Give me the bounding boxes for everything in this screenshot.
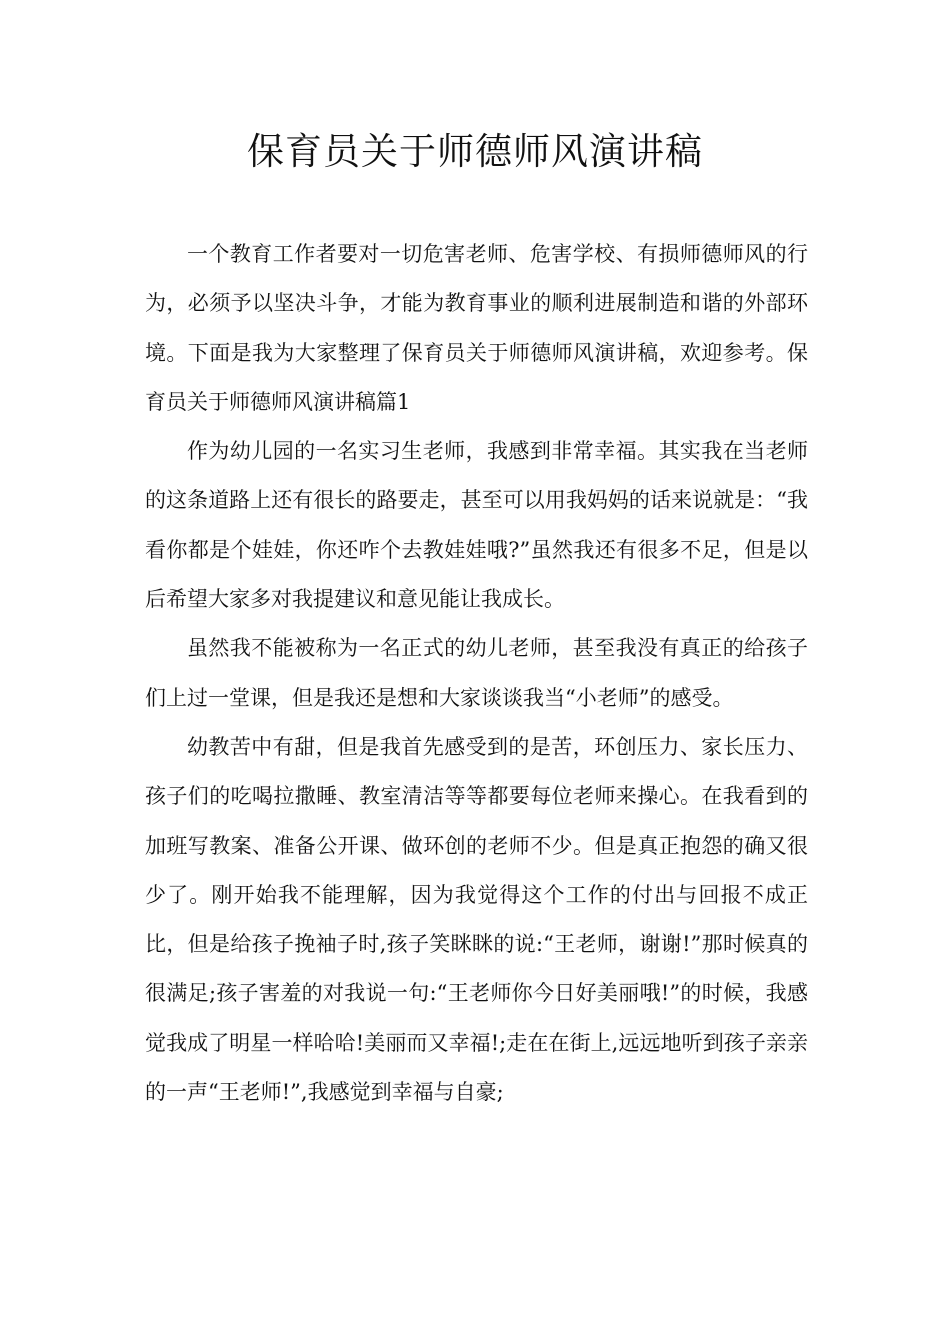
paragraph-1: 一个教育工作者要对一切危害老师、危害学校、有损师德师风的行为，必须予以坚决斗争，才能为教育事业的顺利进展制造和谐的外部环境。下面是我为大家整理了保育员关于师德师风演讲稿，欢迎参考。保育员关于师德师风演讲稿篇1 (145, 242, 808, 414)
paragraph-3: 虽然我不能被称为一名正式的幼儿老师，甚至我没有真正的给孩子们上过一堂课，但是我还是想和大家谈谈我当“小老师”的感受。 (145, 636, 808, 710)
paragraph-2: 作为幼儿园的一名实习生老师，我感到非常幸福。其实我在当老师的这条道路上还有很长的路要走，甚至可以用我妈妈的话来说就是：“我看你都是个娃娃，你还咋个去教娃娃哦?”虽然我还有很多不足，但是以后希望大家多对我提建议和意见能让我成长。 (145, 439, 808, 612)
paragraph-4: 幼教苦中有甜，但是我首先感受到的是苦，环创压力、家长压力、孩子们的吃喝拉撒睡、教室清洁等等都要每位老师来操心。在我看到的加班写教案、准备公开课、做环创的老师不少。但是真正抱怨的确又很少了。刚开始我不能理解，因为我觉得这个工作的付出与回报不成正比，但是给孩子挽袖子时,孩子笑眯眯的说:“王老师，谢谢!”那时候真的很满足;孩子害羞的对我说一句:“王老师你今日好美丽哦!”的时候，我感觉我成了明星一样哈哈!美丽而又幸福!;走在在街上,远远地听到孩子亲亲的一声“王老师!”,我感觉到幸福与自豪; (145, 734, 808, 1105)
document-title: 保育员关于师德师风演讲稿 (247, 130, 703, 173)
document-body (145, 230, 808, 1117)
